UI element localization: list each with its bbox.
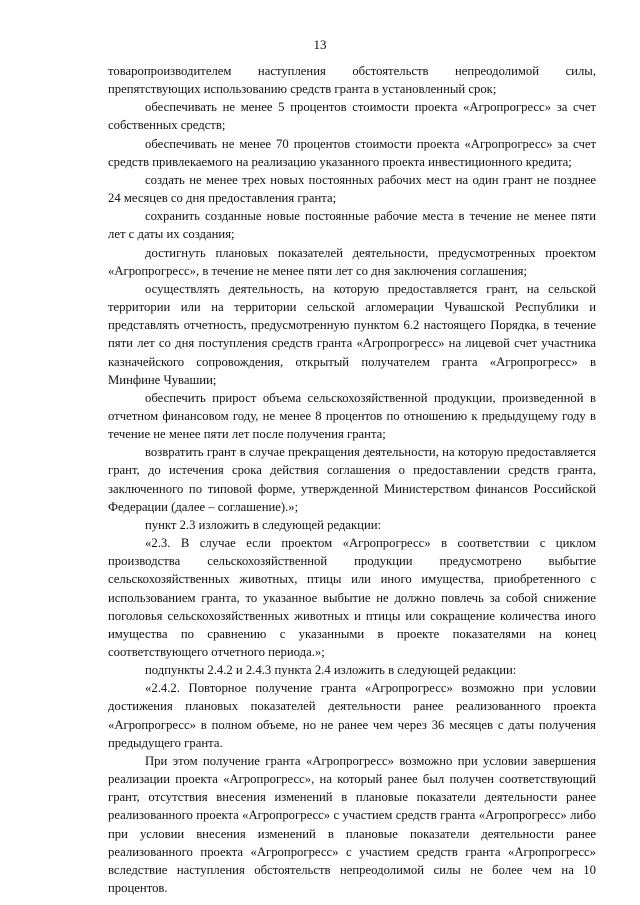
paragraph: обеспечить прирост объема сельскохозяйственной продукции, произведенной в отчетном финансовом году, не менее 8 процентов по отношению к предыдущему году в течение не менее пяти лет после получения гранта; (108, 390, 596, 442)
paragraph: При этом получение гранта «Агропрогресс» возможно при условии завершения реализации проекта «Агропрогресс», на который ранее был получен соответствующий грант, отсутствия внесения изменений в плановые показатели деятельности ранее реализованного проекта «Агропрогресс» с участием средств гранта «Агропрогресс» либо при условии внесения изменений в плановые показатели деятельности ранее реализованного проекта «Агропрогресс» с участием средств гранта «Агропрогресс» вследствие наступления обстоятельств непреодолимой силы не более чем на 10 процентов. (108, 753, 596, 896)
paragraph: обеспечивать не менее 5 процентов стоимости проекта «Агропрогресс» за счет собственных средств; (108, 100, 596, 133)
paragraph: обеспечивать не менее 70 процентов стоимости проекта «Агропрогресс» за счет средств привлекаемого на реализацию указанного проекта инвестиционного кредита; (108, 136, 596, 169)
page-number: 13 (313, 37, 327, 52)
paragraph: товаропроизводителем наступления обстоятельств непреодолимой силы, препятствующих использованию средств гранта в установленный срок; (108, 64, 596, 97)
paragraph: «2.4.2. Повторное получение гранта «Агропрогресс» возможно при условии достижения плановых показателей деятельности ранее реализованного проекта «Агропрогресс» в полном объеме, но не ранее чем через 36 месяцев с даты получения предыдущего гранта. (108, 681, 596, 750)
paragraph: создать не менее трех новых постоянных рабочих мест на один грант не позднее 24 месяцев со дня предоставления гранта; (108, 172, 596, 206)
paragraph: подпункты 2.4.2 и 2.4.3 пункта 2.4 изложить в следующей редакции: (145, 663, 517, 678)
paragraph: достигнуть плановых показателей деятельности, предусмотренных проектом «Агропрогресс», в течение не менее пяти лет со дня заключения соглашения; (108, 245, 596, 278)
paragraph: возвратить грант в случае прекращения деятельности, на которую предоставляется грант, до истечения срока действия соглашения о предоставлении средств гранта, заключенного по типовой форме, утвержденной Министерством финансов Российской Федерации (далее – соглашение).»; (108, 445, 596, 514)
document-body (108, 62, 596, 897)
paragraph: сохранить созданные новые постоянные рабочие места в течение не менее пяти лет с даты их создания; (108, 209, 596, 242)
paragraph: «2.3. В случае если проектом «Агропрогресс» в соответствии с циклом производства сельскохозяйственной продукции предусмотрено выбытие сельскохозяйственных животных, птицы или иного имущества, приобретенного с использованием гранта, то указанное выбытие не должно повлечь за собой снижение поголовья сельскохозяйственных животных и птицы или сокращение количества иного имущества по сравнению с указанными в проекте показателями на конец соответствующего отчетного периода.»; (108, 536, 596, 659)
paragraph: осуществлять деятельность, на которую предоставляется грант, на сельской территории или на территории сельской агломерации Чувашской Республики и представлять отчетность, предусмотренную пунктом 6.2 настоящего Порядка, в течение пяти лет со дня поступления средств гранта «Агропрогресс» на лицевой счет участника казначейского сопровождения, открытый получателем гранта «Агропрогресс» в Минфине Чувашии; (108, 281, 596, 387)
paragraph: пункт 2.3 изложить в следующей редакции: (145, 517, 382, 532)
